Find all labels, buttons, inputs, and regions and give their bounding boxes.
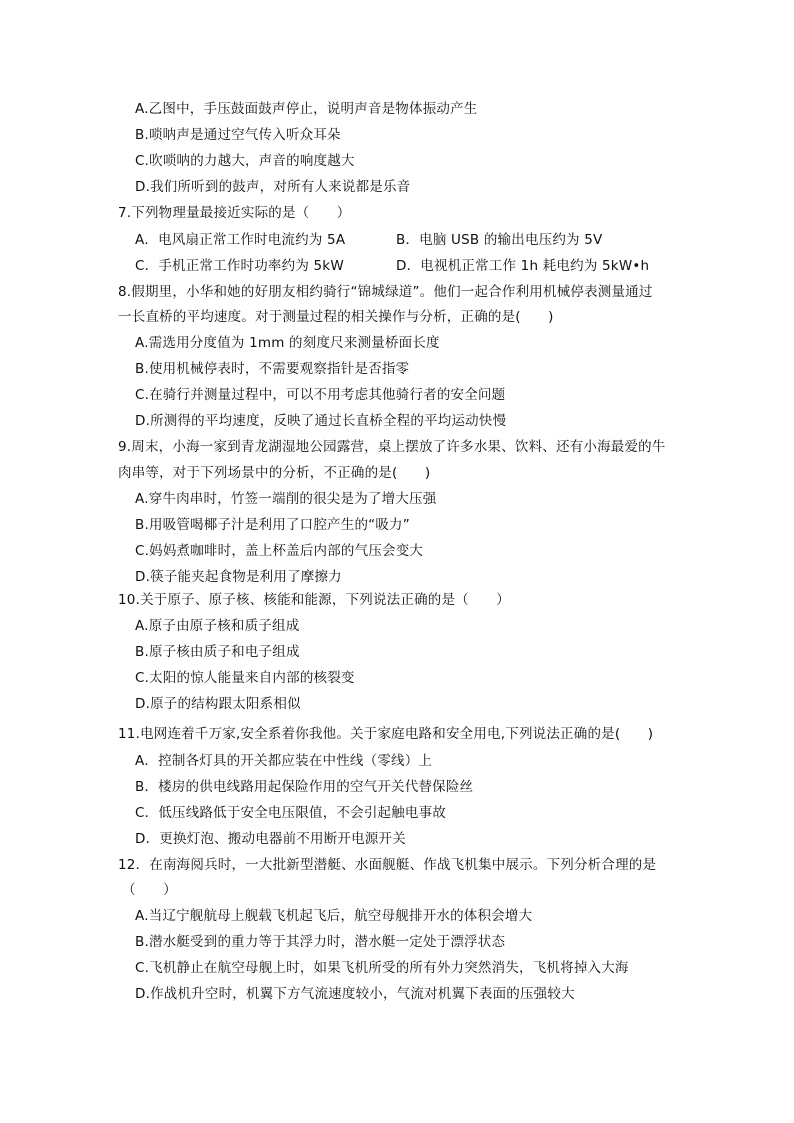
q11-option-c: C．低压线路低于安全电压限值，不会引起触电事故 — [135, 805, 447, 821]
q7-option-c: C．手机正常工作时功率约为 5kW — [135, 258, 344, 274]
q12-stem-line-2: （ ） — [122, 882, 177, 898]
q8-option-d: D.所测得的平均速度，反映了通过长直桥全程的平均运动快慢 — [135, 413, 507, 429]
q12-option-d: D.作战机升空时，机翼下方气流速度较小，气流对机翼下表面的压强较大 — [135, 986, 575, 1002]
q9-option-c: C.妈妈煮咖啡时，盖上杯盖后内部的气压会变大 — [135, 543, 424, 559]
q12-option-c: C.飞机静止在航空母舰上时，如果飞机所受的所有外力突然消失，飞机将掉入大海 — [135, 960, 629, 976]
q12-option-b: B.潜水艇受到的重力等于其浮力时，潜水艇一定处于漂浮状态 — [135, 934, 506, 950]
q11-option-d: D．更换灯泡、搬动电器前不用断开电源开关 — [135, 831, 406, 847]
q7-stem: 7.下列物理量最接近实际的是（ ） — [118, 205, 351, 221]
q6-option-d: D.我们所听到的鼓声，对所有人来说都是乐音 — [135, 179, 411, 195]
q11-option-b: B．楼房的供电线路用起保险作用的空气开关代替保险丝 — [135, 779, 474, 795]
q7-option-d: D．电视机正常工作 1h 耗电约为 5kW•h — [396, 258, 650, 274]
q10-option-c: C.太阳的惊人能量来自内部的核裂变 — [135, 670, 355, 686]
q12-stem-line-1: 12．在南海阅兵时，一大批新型潜艇、水面舰艇、作战飞机集中展示。下列分析合理的是 — [118, 857, 657, 873]
q8-stem-line-2: 一长直桥的平均速度。对于测量过程的相关操作与分析，正确的是( ) — [118, 309, 554, 325]
q7-option-a: A．电风扇正常工作时电流约为 5A — [135, 232, 346, 248]
q10-option-b: B.原子核由质子和电子组成 — [135, 644, 300, 660]
q7-option-b: B．电脑 USB 的输出电压约为 5V — [396, 232, 603, 248]
q6-option-c: C.吹唢呐的力越大，声音的响度越大 — [135, 153, 355, 169]
q9-option-a: A.穿牛肉串时，竹签一端削的很尖是为了增大压强 — [135, 491, 437, 507]
q9-stem-line-1: 9.周末，小海一家到青龙湖湿地公园露营，桌上摆放了许多水果、饮料、还有小海最爱的牛 — [118, 439, 666, 455]
q8-option-c: C.在骑行并测量过程中，可以不用考虑其他骑行者的安全问题 — [135, 387, 506, 403]
q11-stem: 11.电网连着千万家,安全系着你我他。关于家庭电路和安全用电,下列说法正确的是( ) — [118, 726, 654, 742]
q8-option-a: A.需选用分度值为 1mm 的刻度尺来测量桥面长度 — [135, 335, 440, 351]
q11-option-a: A．控制各灯具的开关都应装在中性线（零线）上 — [135, 753, 433, 769]
q6-option-a: A.乙图中，手压鼓面鼓声停止，说明声音是物体振动产生 — [135, 101, 478, 117]
q9-stem-line-2: 肉串等，对于下列场景中的分析，不正确的是( ) — [118, 465, 431, 481]
q12-option-a: A.当辽宁舰航母上舰载飞机起飞后，航空母舰排开水的体积会增大 — [135, 908, 533, 924]
q8-option-b: B.使用机械停表时，不需要观察指针是否指零 — [135, 361, 410, 377]
q9-option-d: D.筷子能夹起食物是利用了摩擦力 — [135, 569, 342, 585]
q10-option-a: A.原子由原子核和质子组成 — [135, 618, 300, 634]
q9-option-b: B.用吸管喝椰子汁是利用了口腔产生的“吸力” — [135, 517, 410, 533]
q6-option-b: B.唢呐声是通过空气传入听众耳朵 — [135, 127, 341, 143]
q10-option-d: D.原子的结构跟太阳系相似 — [135, 696, 301, 712]
q10-stem: 10.关于原子、原子核、核能和能源，下列说法正确的是（ ） — [118, 592, 510, 608]
q8-stem-line-1: 8.假期里，小华和她的好朋友相约骑行“锦城绿道”。他们一起合作利用机械停表测量通过 — [118, 284, 653, 300]
